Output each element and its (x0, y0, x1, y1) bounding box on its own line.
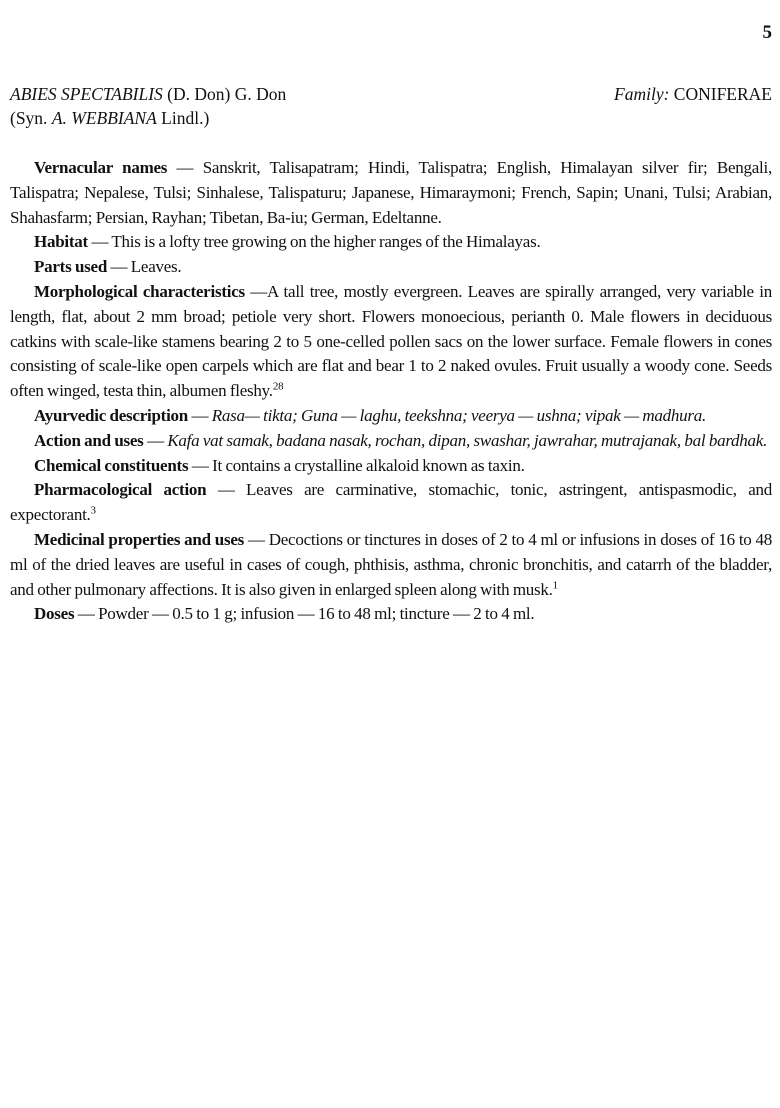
synonym-prefix: (Syn. (10, 108, 52, 128)
reference-marker: 28 (272, 380, 284, 393)
species-name (10, 82, 286, 106)
section-text: — Leaves. (107, 257, 182, 277)
section-label: Vernacular names (34, 158, 168, 177)
section-text: — Decoctions or tinctures in doses of 2 to 4 ml or infusions in doses of 16 to 48 ml of the dried leaves are useful in cases of cough, phthisis, asthma, chronic bronchitis, and catarrh of the bladder, and other pulmonary affections. It is also given in enlarged spleen along with musk. (10, 529, 773, 599)
section-text: — Leaves are carminative, stomachic, tonic, astringent, antispasmodic, and expectorant. (10, 480, 772, 525)
section-label: Medicinal properties and uses (34, 529, 245, 549)
family-value: CONIFERAE (669, 84, 772, 104)
synonym-suffix: Lindl.) (156, 108, 210, 128)
section-label: Chemical constituents (34, 455, 189, 475)
section-label: Action and uses (34, 430, 144, 450)
page-number: 5 (762, 22, 772, 43)
section-vernacular (10, 156, 772, 230)
section-action-uses (10, 429, 772, 454)
synonym-name: A. WEBBIANA (51, 108, 157, 128)
section-medicinal (10, 528, 772, 602)
section-text: — It contains a crystalline alkaloid known as taxin. (188, 455, 525, 475)
section-label: Ayurvedic description (34, 405, 189, 425)
section-chemical (10, 454, 772, 479)
section-text: Rasa— tikta; Guna — laghu, teekshna; veerya — ushna; vipak — madhura. (211, 405, 707, 425)
section-dash: — (188, 405, 212, 425)
section-text: — This is a lofty tree growing on the higher ranges of the Himalayas. (87, 232, 541, 252)
section-text: —A tall tree, mostly evergreen. Leaves are spirally arranged, very variable in length, flat, about 2 mm broad; petiole very short. Flowers monoecious, perianth 0. Male flowers in deciduous catkins with scale-like stamens bearing 2 to 5 one-celled pollen sacs on the lower surface. Female flowers in cones consisting of scale-like open carpels which are flat and bear 1 to 2 naked ovules. Fruit usually a woody cone. Seeds often winged, testa thin, albumen fleshy. (10, 281, 772, 401)
section-text: Kafa vat samak, badana nasak, rochan, dipan, swashar, jawrahar, mutrajanak, bal bardhak. (167, 430, 768, 450)
species-header (10, 82, 772, 130)
family-label: Family: (614, 84, 670, 104)
section-label: Parts used (34, 257, 108, 277)
family (614, 82, 772, 106)
section-text: — Sanskrit, Talisapatram; Hindi, Talispatra; English, Himalayan silver fir; Bengali, Talispatra; Nepalese, Tulsi; Sinhalese, Talispaturu; Japanese, Himaraymoni; French, Sapin; Unani, Tulsi; Arabian, Shahasfarm; Persian, Rayhan; Tibetan, Ba-iu; German, Edeltanne. (10, 158, 772, 227)
section-label: Morphological characteristics (34, 281, 245, 301)
monograph-body (10, 156, 772, 627)
species-name-italic: ABIES SPECTABILIS (10, 84, 163, 104)
section-pharmacological (10, 478, 772, 528)
section-label: Pharmacological action (34, 480, 207, 500)
species-authority: (D. Don) G. Don (162, 84, 287, 104)
section-morphology (10, 280, 772, 404)
section-ayurvedic (10, 404, 772, 429)
section-label: Doses (34, 604, 75, 624)
synonym (10, 106, 772, 130)
section-label: Habitat (34, 232, 88, 252)
reference-marker: 3 (90, 504, 96, 517)
section-habitat (10, 230, 772, 255)
section-dash: — (143, 430, 168, 450)
reference-marker: 1 (552, 578, 558, 591)
header-row-title (10, 82, 772, 106)
section-text: — Powder — 0.5 to 1 g; infusion — 16 to 48 ml; tincture — 2 to 4 ml. (74, 604, 535, 624)
section-doses (10, 602, 772, 627)
section-parts-used (10, 255, 772, 280)
